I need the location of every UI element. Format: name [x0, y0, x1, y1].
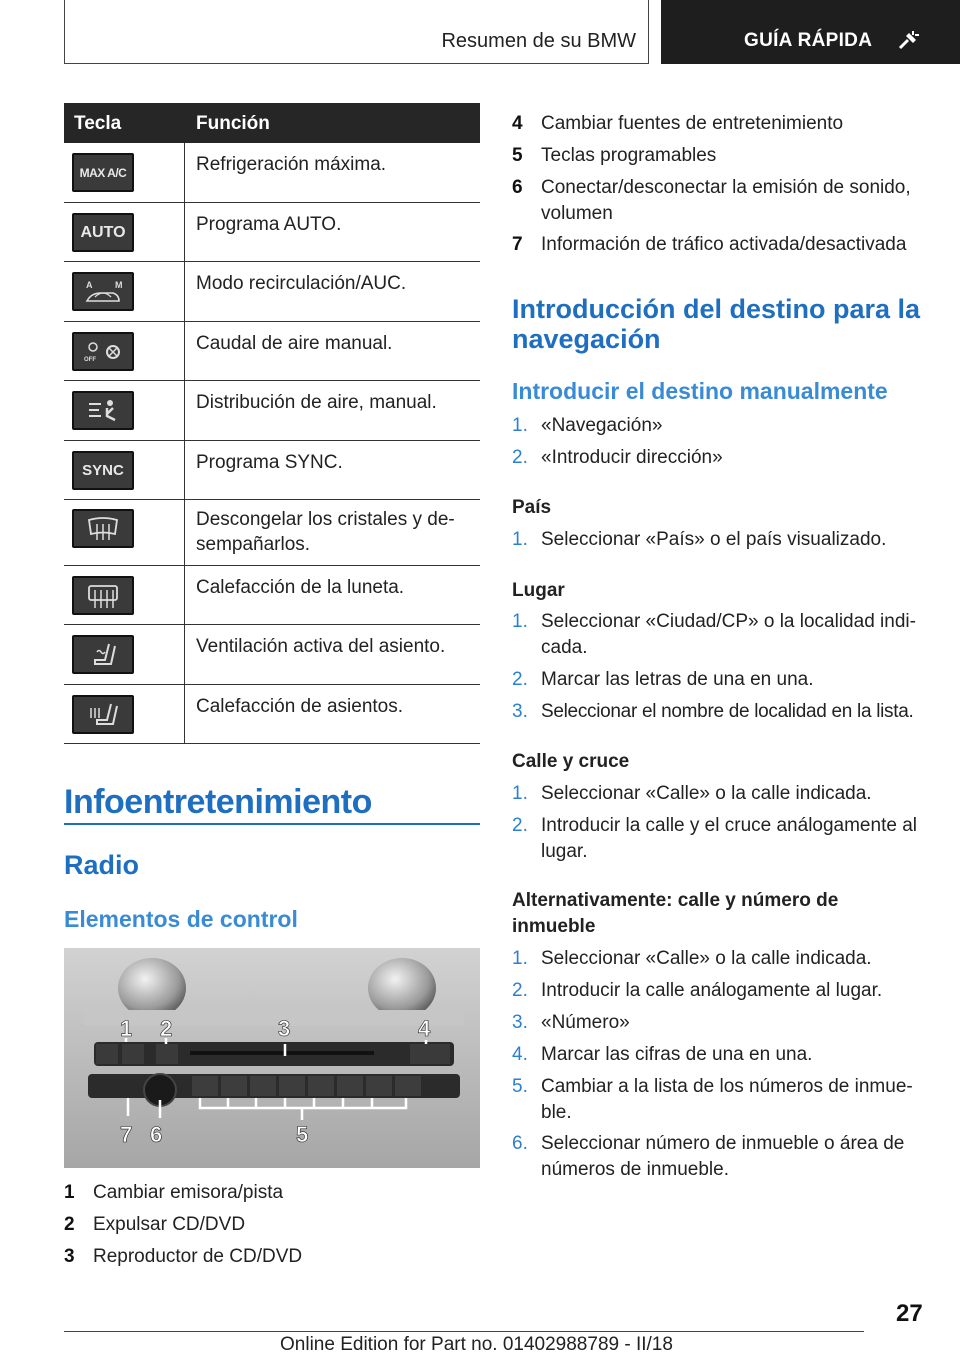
- alternative-subheading: Alternativamente: calle y número de inmueble: [512, 890, 839, 937]
- table-row-text: Caudal de aire manual.: [196, 333, 393, 354]
- table-row: [64, 203, 480, 262]
- table-row: [64, 143, 480, 203]
- table-row: [64, 625, 480, 685]
- max-ac-key-icon: MAX A/C: [72, 153, 134, 192]
- fan-key-icon: [72, 332, 134, 371]
- seat-ventilation-key-icon: [72, 635, 134, 674]
- table-row: [64, 441, 480, 500]
- auto-key-icon: AUTO: [72, 213, 134, 252]
- table-row-text: Calefacción de asientos.: [196, 696, 404, 717]
- country-subheading: País: [512, 497, 552, 518]
- table-row: [64, 566, 480, 625]
- table-row: [64, 381, 480, 441]
- svg-text:A: A: [86, 279, 93, 290]
- svg-text:OFF: OFF: [84, 356, 96, 363]
- photo-label: 4: [418, 1016, 431, 1041]
- table-header-function: Función: [196, 113, 270, 134]
- navigation-heading: Introducción del destino para la navegación: [512, 294, 921, 354]
- table-row-text: Distribución de aire, manual.: [196, 392, 437, 413]
- quick-guide-icon: [897, 30, 919, 52]
- footer-rule: [64, 1331, 864, 1332]
- table-row-text: Descongelar los cristales y de- sempañarlos.: [196, 509, 455, 555]
- table-row: [64, 262, 480, 322]
- table-row-text: Calefacción de la luneta.: [196, 577, 405, 598]
- radio-heading: Radio: [64, 850, 140, 880]
- radio-controls-photo: [64, 948, 480, 1168]
- climate-keys-table: [64, 103, 480, 744]
- rear-window-heating-key-icon: [72, 576, 134, 615]
- table-row-text: Modo recirculación/AUC.: [196, 273, 407, 294]
- air-distribution-key-icon: [72, 391, 134, 430]
- table-row-text: Programa SYNC.: [196, 452, 343, 473]
- table-row: [64, 322, 480, 381]
- header-chapter-title: GUÍA RÁPIDA: [744, 30, 873, 51]
- photo-label: 3: [278, 1016, 291, 1041]
- header-chapter-box: [661, 0, 960, 64]
- photo-label: 5: [296, 1122, 309, 1147]
- table-header-key: Tecla: [74, 113, 122, 134]
- sync-key-icon: SYNC: [72, 451, 134, 490]
- table-row: [64, 500, 480, 566]
- table-header: [64, 103, 480, 143]
- table-row-text: Refrigeración máxima.: [196, 154, 387, 175]
- recirculation-key-icon: [72, 272, 134, 311]
- heading-rule: [64, 823, 480, 825]
- table-row: [64, 685, 480, 744]
- photo-label: 7: [120, 1122, 133, 1147]
- svg-text:M: M: [115, 279, 123, 290]
- photo-label: 6: [150, 1122, 163, 1147]
- defrost-windshield-key-icon: [72, 509, 134, 548]
- table-row-text: Ventilación activa del asiento.: [196, 636, 446, 657]
- manual-entry-heading: Introducir el destino manualmente: [512, 378, 888, 404]
- photo-label: 2: [160, 1016, 173, 1041]
- page-number: 27: [896, 1300, 923, 1327]
- controls-heading: Elementos de control: [64, 906, 298, 932]
- infotainment-heading: Infoentretenimiento: [64, 783, 372, 821]
- photo-label: 1: [120, 1016, 133, 1041]
- street-subheading: Calle y cruce: [512, 751, 630, 772]
- seat-heating-key-icon: [72, 695, 134, 734]
- city-subheading: Lugar: [512, 580, 565, 601]
- footer-edition: Online Edition for Part no. 01402988789 - II/18: [280, 1334, 673, 1355]
- header-section-title: Resumen de su BMW: [441, 30, 636, 52]
- table-row-text: Programa AUTO.: [196, 214, 342, 235]
- table-column-divider: [184, 143, 185, 743]
- header-section-box: [64, 0, 649, 64]
